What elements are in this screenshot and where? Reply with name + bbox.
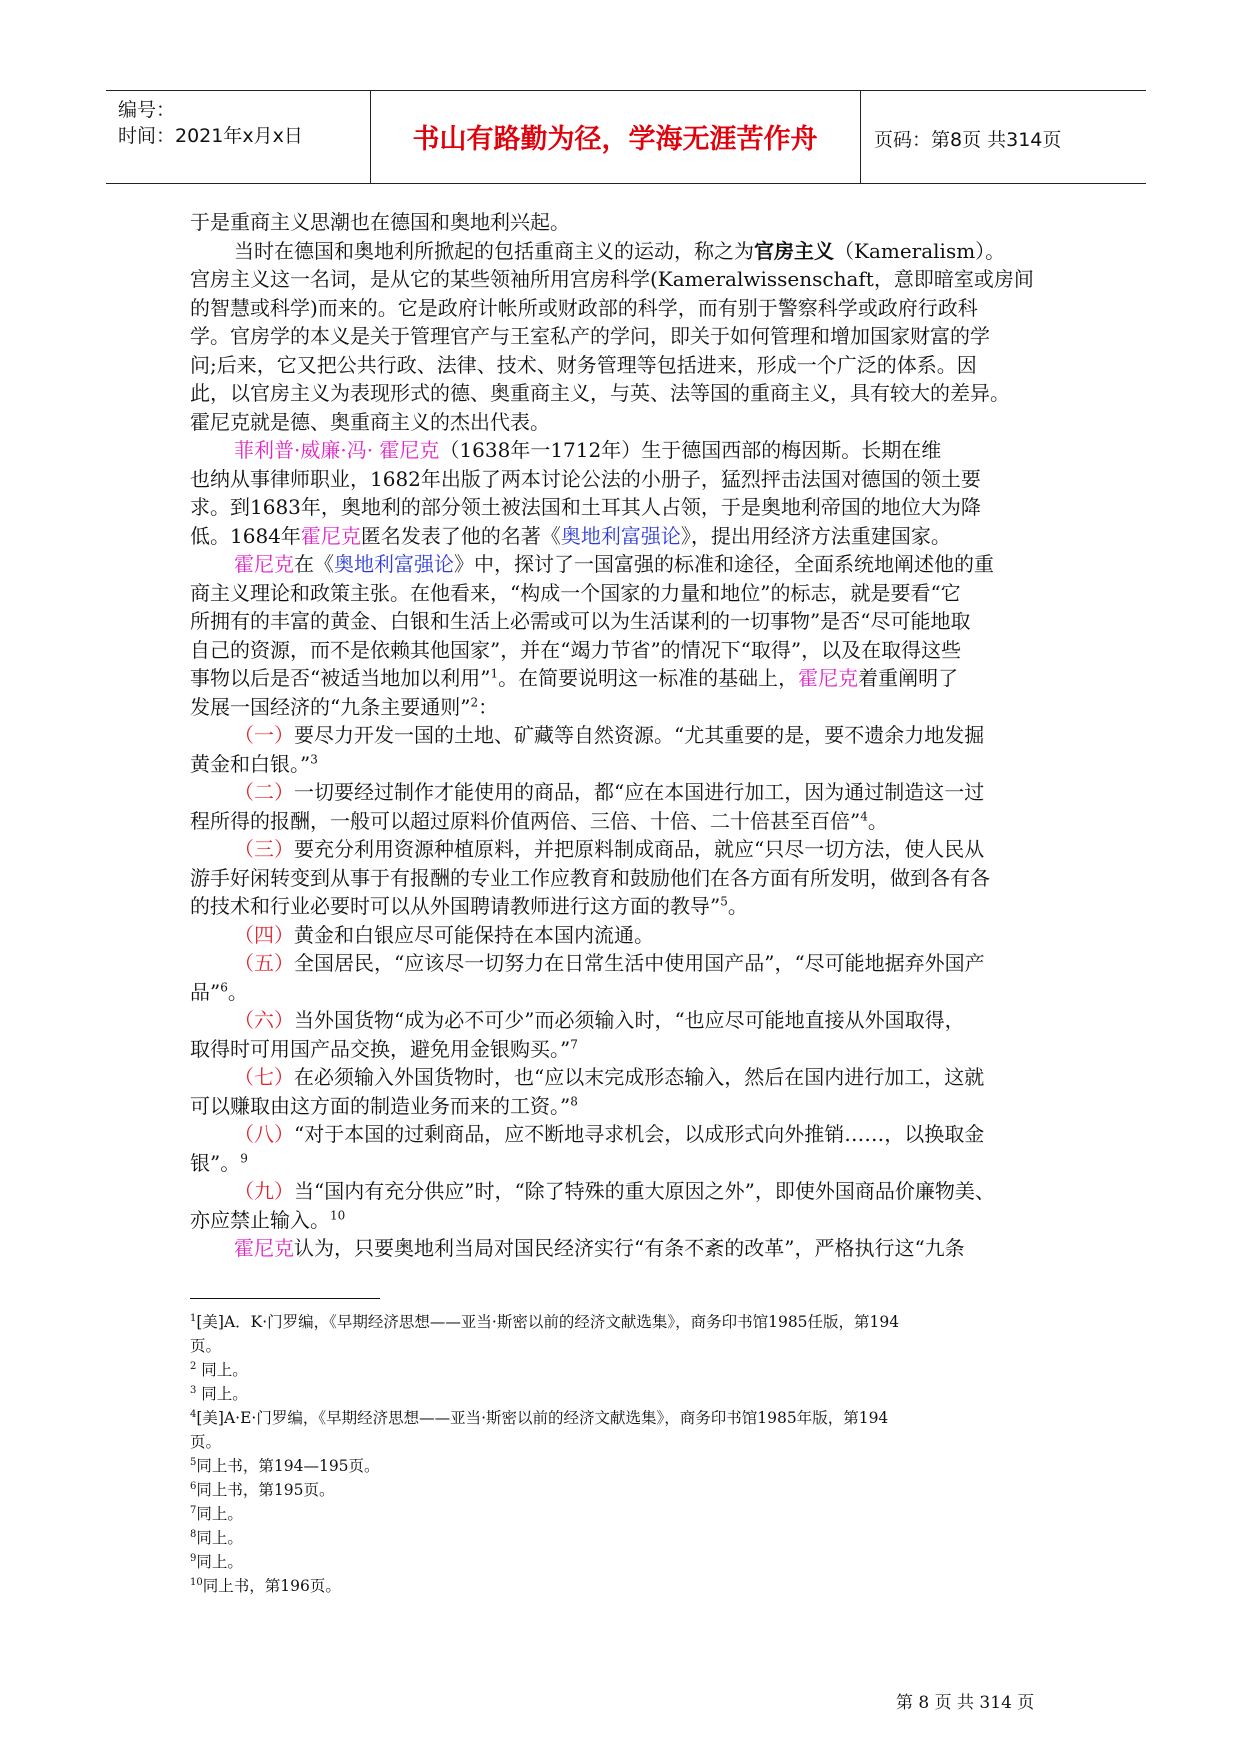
text: 认为，只要奥地利当局对国民经济实行“有条不紊的改革”，严格执行这“九条 bbox=[294, 1236, 965, 1260]
body-line bbox=[190, 1035, 1060, 1064]
text: 问;后来，它又把公共行政、法律、技术、财务管理等包括进来，形成一个广泛的体系。因 bbox=[190, 352, 977, 377]
text: 游手好闲转变到从事于有报酬的专业工作应教育和鼓励他们在各方面有所发明，做到各有各 bbox=[190, 865, 990, 890]
footnote-mark: 1 bbox=[190, 1312, 197, 1324]
text: 的技术和行业必要时可以从外国聘请教师进行这方面的教导” bbox=[190, 894, 721, 918]
footer-page-number: 第 8 页 共 314 页 bbox=[896, 1693, 1035, 1713]
footnote-mark: 5 bbox=[190, 1456, 197, 1468]
rule-line bbox=[190, 1063, 1060, 1092]
text: 要充分利用资源种植原料，并把原料制成商品，就应“只尽一切方法，使人民从 bbox=[294, 837, 985, 861]
footnote-text: 同上。 bbox=[196, 1505, 243, 1523]
text: ： bbox=[478, 694, 499, 719]
footnote-text: 同上。 bbox=[196, 1553, 243, 1571]
text: 商主义理论和政策主张。在他看来，“构成一个国家的力量和地位”的标志，就是要看“它 bbox=[190, 580, 961, 605]
rule-line bbox=[190, 949, 1060, 978]
book-title-link[interactable]: 奥地利富强论 bbox=[334, 552, 454, 576]
body-line bbox=[190, 579, 1060, 608]
body-line bbox=[190, 1234, 1060, 1263]
footnote-text: 同上书，第195页。 bbox=[196, 1481, 335, 1499]
text: 低。1684年 bbox=[190, 523, 301, 548]
person-name-link[interactable]: 霍尼克 bbox=[300, 523, 361, 548]
rule-number: （三） bbox=[234, 837, 294, 861]
footnote-ref[interactable]: 7 bbox=[570, 1036, 578, 1051]
body-line bbox=[190, 493, 1060, 522]
body-line bbox=[190, 408, 1060, 437]
header-page-info: 页码：第8页 共314页 bbox=[874, 129, 1062, 151]
text: 求。到1683年，奥地利的部分领土被法国和土耳其人占领，于是奥地利帝国的地位大为降 bbox=[190, 495, 981, 519]
body-line bbox=[190, 436, 1060, 465]
body-line bbox=[190, 550, 1060, 579]
footnote-mark: 2 bbox=[190, 1360, 197, 1372]
text: 在《 bbox=[294, 552, 334, 576]
text: 黄金和白银。” bbox=[190, 751, 311, 776]
text: 事物以后是否“被适当地加以利用” bbox=[190, 666, 491, 690]
body-line bbox=[190, 294, 1060, 323]
footnote-separator bbox=[190, 1298, 380, 1299]
body-line bbox=[190, 664, 1060, 693]
text: 品” bbox=[190, 979, 221, 1004]
footnote-ref[interactable]: 6 bbox=[220, 979, 228, 994]
body-line bbox=[190, 522, 1060, 551]
body-line bbox=[190, 322, 1060, 351]
text: 。 bbox=[227, 979, 248, 1004]
text: 一切要经过制作才能使用的商品，都“应在本国进行加工，因为通过制造这一过 bbox=[294, 780, 985, 804]
rule-line bbox=[190, 921, 1060, 950]
footnote-text: 同上。 bbox=[196, 1385, 248, 1403]
body-line bbox=[190, 465, 1060, 494]
person-name-link[interactable]: 霍尼克 bbox=[234, 1236, 294, 1260]
rule-line bbox=[190, 721, 1060, 750]
footnote-text: 同上。 bbox=[196, 1529, 243, 1547]
text: 在必须输入外国货物时，也“应以末完成形态输入，然后在国内进行加工，这就 bbox=[294, 1065, 985, 1089]
text: 》中，探讨了一国富强的标准和途径，全面系统地阐述他的重 bbox=[454, 552, 994, 576]
footnote-mark: 8 bbox=[190, 1528, 197, 1540]
text: 全国居民，“应该尽一切努力在日常生活中使用国产品”，“尽可能地据弃外国产 bbox=[294, 951, 985, 975]
body-line bbox=[190, 237, 1060, 266]
person-name-link[interactable]: 霍尼克 bbox=[234, 552, 294, 576]
text: 当时在德国和奥地利所掀起的包括重商主义的运动，称之为 bbox=[234, 238, 754, 263]
footnote bbox=[190, 1358, 1060, 1382]
body-line bbox=[190, 750, 1060, 779]
text: 发展一国经济的“九条主要通则” bbox=[190, 694, 471, 719]
text: 可以赚取由这方面的制造业务而来的工资。” bbox=[190, 1093, 571, 1118]
text: 学。官房学的本义是关于管理官产与王室私产的学问，即关于如何管理和增加国家财富的学 bbox=[190, 324, 990, 348]
footnote-mark: 9 bbox=[190, 1552, 197, 1564]
body-line bbox=[190, 892, 1060, 921]
footnote-text: 页。 bbox=[190, 1433, 222, 1451]
text: 宫房主义这一名词，是从它的某些领袖所用宫房科学(Kameralwissenschaft，意即暗室或房间 bbox=[190, 267, 1034, 291]
text: 所拥有的丰富的黄金、白银和生活上必需或可以为生活谋利的一切事物”是否“尽可能地取 bbox=[190, 609, 971, 633]
text: 的智慧或科学)而来的。它是政府计帐所或财政部的科学，而有别于警察科学或政府行政科 bbox=[190, 295, 978, 320]
rule-number: （四） bbox=[234, 922, 294, 947]
footnote bbox=[190, 1574, 1060, 1598]
header-middle-cell bbox=[370, 91, 861, 183]
footnote-text: 同上。 bbox=[196, 1361, 248, 1379]
body-line bbox=[190, 978, 1060, 1007]
footnote-mark: 3 bbox=[190, 1384, 197, 1396]
footnote-mark: 7 bbox=[190, 1504, 197, 1516]
text: 黄金和白银应尽可能保持在本国内流通。 bbox=[294, 922, 654, 947]
text: 。在简要说明这一标准的基础上， bbox=[498, 666, 799, 690]
body-line bbox=[190, 265, 1060, 294]
body-line bbox=[190, 208, 1060, 237]
text: 于是重商主义思潮也在德国和奥地利兴起。 bbox=[190, 210, 570, 234]
footnote-ref[interactable]: 5 bbox=[720, 894, 728, 909]
footnote bbox=[190, 1430, 1060, 1454]
footnote bbox=[190, 1334, 1060, 1358]
footnote-mark: 4 bbox=[190, 1408, 197, 1420]
footnote bbox=[190, 1502, 1060, 1526]
text: 匿名发表了他的名著《 bbox=[360, 523, 561, 548]
rule-number: （九） bbox=[234, 1179, 294, 1203]
footnote-ref[interactable]: 4 bbox=[860, 808, 868, 823]
text: （1638年一1712年）生于德国西部的梅因斯。长期在维 bbox=[439, 438, 942, 462]
text: 取得时可用国产品交换，避免用金银购买。” bbox=[190, 1036, 571, 1061]
rule-number: （二） bbox=[234, 780, 294, 804]
footnote bbox=[190, 1550, 1060, 1574]
rule-number: （五） bbox=[234, 951, 294, 975]
body-line bbox=[190, 693, 1060, 722]
text: 要尽力开发一国的土地、矿藏等自然资源。“尤其重要的是，要不遗余力地发掘 bbox=[294, 723, 985, 747]
footnote-ref[interactable]: 1 bbox=[490, 666, 499, 681]
body-line bbox=[190, 807, 1060, 836]
footnote-ref[interactable]: 10 bbox=[330, 1207, 346, 1222]
text: 亦应禁止输入。 bbox=[190, 1207, 330, 1232]
person-name-link[interactable]: 霍尼克 bbox=[798, 666, 859, 690]
body-line bbox=[190, 1092, 1060, 1121]
header-left-cell bbox=[106, 91, 371, 183]
footnote-text: [美]A·E·门罗编，《早期经济思想——亚当·斯密以前的经济文献选集》，商务印书馆1985年版，第194 bbox=[196, 1409, 889, 1427]
rule-line bbox=[190, 1177, 1060, 1206]
document-header bbox=[106, 90, 1146, 184]
footnote-text: 页。 bbox=[190, 1337, 222, 1355]
text: （Kameralism）。 bbox=[834, 238, 1006, 263]
footnote bbox=[190, 1526, 1060, 1550]
footnote-ref[interactable]: 8 bbox=[570, 1093, 578, 1108]
book-title-link[interactable]: 奥地利富强论 bbox=[560, 523, 681, 548]
footnote-text: [美]A．K·门罗编，《早期经济思想——亚当·斯密以前的经济文献选集》，商务印书馆1985任版，第194 bbox=[196, 1313, 900, 1331]
body-line bbox=[190, 1206, 1060, 1235]
text: 也纳从事律师职业，1682年出版了两本讨论公法的小册子，猛烈抨击法国对德国的领土要 bbox=[190, 466, 981, 491]
document-time: 时间：2021年x月x日 bbox=[118, 125, 303, 147]
text: 自己的资源，而不是依赖其他国家”，并在“竭力节省”的情况下“取得”，以及在取得这些 bbox=[190, 637, 962, 662]
footnote-ref[interactable]: 9 bbox=[240, 1150, 248, 1165]
term-kameralism: 官房主义 bbox=[754, 238, 834, 263]
footnote bbox=[190, 1478, 1060, 1502]
footnote-text: 同上书，第196页。 bbox=[202, 1577, 341, 1595]
body-line bbox=[190, 864, 1060, 893]
rule-number: （八） bbox=[234, 1122, 294, 1146]
document-number-label: 编号： bbox=[118, 99, 176, 121]
rule-number: （七） bbox=[234, 1065, 294, 1089]
footnote bbox=[190, 1310, 1060, 1334]
footnote-ref[interactable]: 2 bbox=[470, 694, 479, 709]
person-name-link[interactable]: 菲利普·威廉·冯· 霍尼克 bbox=[234, 438, 440, 462]
rule-line bbox=[190, 835, 1060, 864]
footnote-text: 同上书，第194—195页。 bbox=[196, 1457, 380, 1475]
body-line bbox=[190, 607, 1060, 636]
text: 当“国内有充分供应”时，“除了特殊的重大原因之外”，即使外国商品价廉物美、 bbox=[294, 1179, 995, 1203]
text: 当外国货物“成为必不可少”而必须输入时，“也应尽可能地直接从外国取得， bbox=[294, 1008, 965, 1032]
rule-line bbox=[190, 1006, 1060, 1035]
text: 霍尼克就是德、奥重商主义的杰出代表。 bbox=[190, 409, 550, 434]
body-line bbox=[190, 379, 1060, 408]
body-line bbox=[190, 636, 1060, 665]
footnote bbox=[190, 1406, 1060, 1430]
rule-line bbox=[190, 778, 1060, 807]
text: 此，以官房主义为表现形式的德、奥重商主义，与英、法等国的重商主义，具有较大的差异。 bbox=[190, 381, 1010, 405]
text: 着重阐明了 bbox=[858, 666, 959, 690]
document-body bbox=[190, 208, 1060, 1263]
header-motto: 书山有路勤为径，学海无涯苦作舟 bbox=[412, 124, 818, 155]
body-line bbox=[190, 351, 1060, 380]
rule-number: （六） bbox=[234, 1008, 294, 1032]
text: 。 bbox=[867, 808, 888, 833]
body-line bbox=[190, 1149, 1060, 1178]
footnote-mark: 10 bbox=[190, 1576, 203, 1588]
rule-number: （一） bbox=[234, 723, 294, 747]
rule-line bbox=[190, 1120, 1060, 1149]
text: 程所得的报酬，一般可以超过原料价值两倍、三倍、十倍、二十倍甚至百倍” bbox=[190, 808, 861, 833]
footnote-mark: 6 bbox=[190, 1480, 197, 1492]
text: 银”。 bbox=[190, 1150, 241, 1175]
text: 。 bbox=[727, 894, 748, 918]
text: “对于本国的过剩商品，应不断地寻求机会，以成形式向外推销……，以换取金 bbox=[294, 1122, 985, 1146]
footnote-ref[interactable]: 3 bbox=[310, 751, 318, 766]
footnote bbox=[190, 1454, 1060, 1478]
footnote bbox=[190, 1382, 1060, 1406]
header-right-cell bbox=[860, 91, 1146, 183]
footnotes bbox=[190, 1310, 1060, 1598]
text: 》，提出用经济方法重建国家。 bbox=[680, 523, 951, 548]
